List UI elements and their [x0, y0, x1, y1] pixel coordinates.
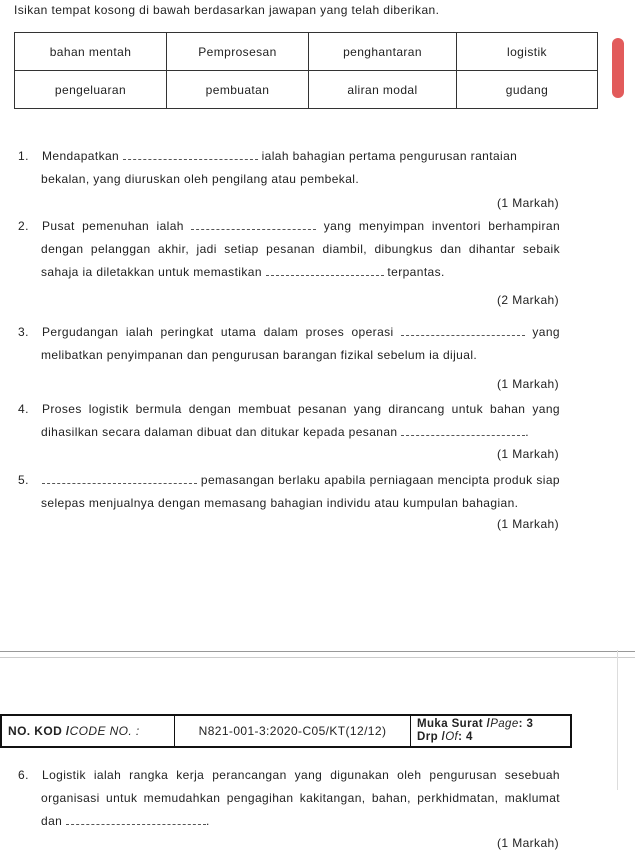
answer-blank-4[interactable]	[401, 425, 525, 436]
word-bank-cell: aliran modal	[309, 71, 457, 109]
page-edge-line	[617, 650, 618, 790]
page-label-en: Page	[490, 718, 519, 730]
question-text: Proses logistik bermula dengan membuat pesanan yang dirancang untuk bahan yang	[42, 402, 560, 416]
question-text: sahaja ia diletakkan untuk memastikan	[41, 265, 262, 279]
marks-label: (2 Markah)	[496, 293, 559, 307]
question-text: Pusat pemenuhan ialah	[42, 219, 184, 233]
question-1	[18, 145, 560, 191]
code-number: N821-001-3:2020-C05/KT(12/12)	[175, 716, 411, 746]
word-bank-cell: pembuatan	[167, 71, 309, 109]
word-bank-table	[14, 32, 598, 109]
marks-label: (1 Markah)	[496, 517, 559, 531]
question-text: organisasi untuk memudahkan pengagihan kakitangan, bahan, perkhidmatan, maklumat	[41, 791, 560, 805]
question-text: dan	[41, 814, 63, 828]
code-label	[2, 716, 175, 746]
question-2	[18, 215, 560, 284]
question-number: 1.	[18, 149, 29, 163]
word-bank-cell: pengeluaran	[15, 71, 167, 109]
code-label-en: CODE NO. :	[69, 724, 140, 738]
question-text: dihasilkan secara dalaman dibuat dan ditukar kepada pesanan	[41, 425, 398, 439]
question-4	[18, 398, 560, 444]
instruction-text: Isikan tempat kosong di bawah berdasarkan jawapan yang telah diberikan.	[14, 3, 440, 17]
word-bank-row	[15, 33, 598, 71]
answer-blank-2b[interactable]	[266, 265, 384, 276]
question-text: selepas menjualnya dengan memasang bahagian individu atau kumpulan bahagian.	[41, 496, 519, 510]
question-number: 5.	[18, 473, 29, 487]
question-text: melibatkan penyimpanan dan pengurusan barangan fizikal sebelum ia dijual.	[41, 348, 478, 362]
question-number: 2.	[18, 219, 29, 233]
page-separator	[0, 651, 635, 652]
answer-blank-2a[interactable]	[191, 219, 316, 230]
question-text: Logistik ialah rangka kerja perancangan yang digunakan oleh pengurusan sesebuah	[42, 768, 560, 782]
page-footer	[0, 714, 572, 748]
word-bank-cell: logistik	[457, 33, 598, 71]
question-3	[18, 321, 560, 367]
question-number: 3.	[18, 325, 29, 339]
page-label: Muka Surat /	[417, 718, 491, 730]
page-info	[411, 716, 570, 746]
question-number: 6.	[18, 768, 29, 782]
question-text: Pergudangan ialah peringkat utama dalam proses operasi	[42, 325, 394, 339]
word-bank-cell: bahan mentah	[15, 33, 167, 71]
question-text: .	[205, 814, 210, 828]
page-value: : 3	[518, 718, 534, 730]
question-text: ialah bahagian pertama pengurusan rantaian	[261, 149, 518, 163]
of-label: Drp /	[417, 731, 446, 743]
question-text: Mendapatkan	[42, 149, 120, 163]
word-bank-cell: gudang	[457, 71, 598, 109]
answer-blank-1[interactable]	[123, 149, 258, 160]
code-label-ms: NO. KOD /	[8, 724, 70, 738]
marks-label: (1 Markah)	[496, 377, 559, 391]
question-text: bekalan, yang diuruskan oleh pengilang atau pembekal.	[41, 172, 360, 186]
question-text: pemasangan berlaku apabila perniagaan mencipta produk siap	[200, 473, 560, 487]
of-value: : 4	[458, 731, 473, 743]
question-text: .	[525, 425, 529, 439]
word-bank-row	[15, 71, 598, 109]
question-text: dengan pelanggan akhir, jadi setiap pesanan diambil, dibungkus dan dihantar sebaik	[41, 242, 560, 256]
question-text: terpantas.	[387, 265, 445, 279]
marks-label: (1 Markah)	[496, 836, 559, 850]
question-number: 4.	[18, 402, 29, 416]
question-text: yang	[532, 325, 560, 339]
answer-blank-6[interactable]	[66, 814, 206, 825]
word-bank-cell: penghantaran	[309, 33, 457, 71]
marks-label: (1 Markah)	[496, 447, 559, 461]
question-text: yang menyimpan inventori berhampiran	[323, 219, 561, 233]
scrollbar-thumb[interactable]	[612, 38, 624, 98]
word-bank-cell: Pemprosesan	[167, 33, 309, 71]
question-5	[18, 469, 560, 515]
answer-blank-5[interactable]	[42, 473, 197, 484]
of-label-en: Of	[445, 731, 459, 743]
answer-blank-3[interactable]	[401, 325, 525, 336]
marks-label: (1 Markah)	[496, 196, 559, 210]
page-separator	[0, 657, 635, 658]
question-6	[18, 764, 560, 833]
